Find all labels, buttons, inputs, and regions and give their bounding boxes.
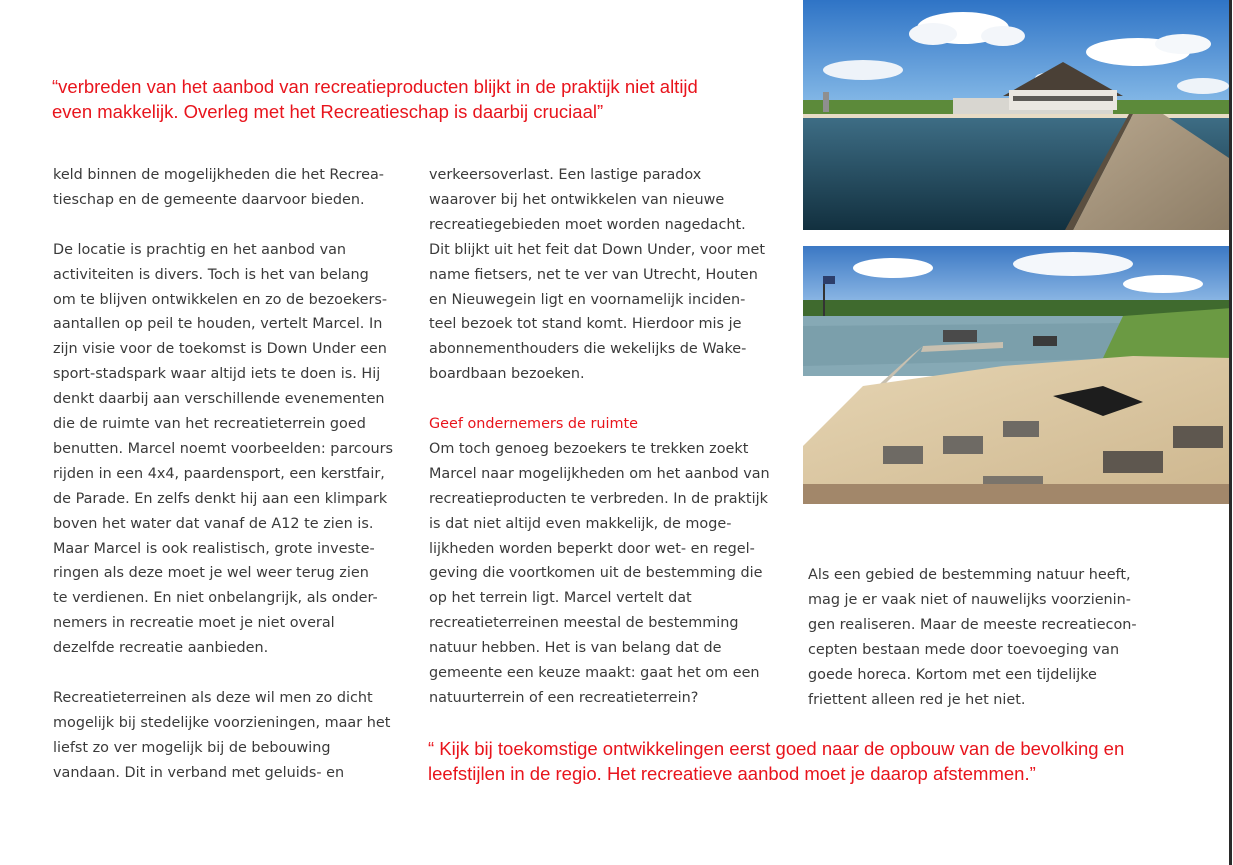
text-line: aantallen op peil te houden, vertelt Marcel. In — [53, 316, 383, 333]
quote-line: “ Kijk bij toekomstige ontwikkelingen eerst goed naar de opbouw van de bevolking en — [428, 738, 1125, 759]
quote-line: even makkelijk. Overleg met het Recreatieschap is daarbij cruciaal” — [52, 101, 604, 122]
text-line: waarover bij het ontwikkelen van nieuwe — [429, 191, 725, 208]
article-column-1 — [53, 163, 393, 786]
text-line: Dit blijkt uit het feit dat Down Under, voor met — [429, 241, 765, 258]
text-line: denkt daarbij aan verschillende evenementen — [53, 391, 385, 408]
text-line: abonnementhouders die wekelijks de Wake- — [429, 341, 747, 358]
text-line: mogelijk bij stedelijke voorzieningen, maar het — [53, 714, 391, 731]
text-line: lijkheden worden beperkt door wet- en regel- — [429, 540, 755, 557]
paragraph — [53, 238, 393, 661]
paragraph — [53, 686, 393, 786]
quote-line: “verbreden van het aanbod van recreatieproducten blijkt in de praktijk niet altijd — [52, 76, 698, 97]
page-edge-divider — [1229, 0, 1232, 865]
text-line: is dat niet altijd even makkelijk, de moge- — [429, 515, 732, 532]
text-line: liefst zo ver mogelijk bij de bebouwing — [53, 739, 331, 756]
text-line: Maar Marcel is ook realistisch, grote investe- — [53, 540, 375, 557]
photo-wakeboard-lake-terrace — [803, 246, 1232, 504]
text-line: benutten. Marcel noemt voorbeelden: parcours — [53, 440, 394, 457]
text-line: ringen als deze moet je wel weer terug zien — [53, 565, 369, 582]
text-line: tieschap en de gemeente daarvoor bieden. — [53, 191, 365, 208]
text-line: dezelfde recreatie aanbieden. — [53, 640, 269, 657]
text-line: keld binnen de mogelijkheden die het Recrea- — [53, 167, 384, 183]
paragraph — [808, 563, 1138, 712]
text-line: verkeersoverlast. Een lastige paradox — [429, 167, 702, 183]
quote-line: leefstijlen in de regio. Het recreatieve aanbod moet je daarop afstemmen.” — [428, 763, 1036, 784]
text-line: op het terrein ligt. Marcel vertelt dat — [429, 590, 692, 607]
text-line: Als een gebied de bestemming natuur heeft, — [808, 567, 1131, 583]
text-line: rijden in een 4x4, paardensport, een kerstfair, — [53, 465, 385, 482]
text-line: De locatie is prachtig en het aanbod van — [53, 241, 347, 258]
text-line: activiteiten is divers. Toch is het van belang — [53, 266, 369, 283]
text-line: natuurterrein of een recreatieterrein? — [429, 690, 699, 707]
paragraph — [53, 163, 393, 213]
text-line: mag je er vaak niet of nauwelijks voorzienin- — [808, 591, 1131, 608]
pull-quote-bottom — [428, 736, 1124, 786]
text-line: recreatiegebieden moet worden nagedacht. — [429, 216, 746, 233]
text-line: nemers in recreatie moet je niet overal — [53, 615, 335, 632]
text-line: natuur hebben. Het is van belang dat de — [429, 640, 722, 657]
article-column-2 — [429, 163, 769, 711]
photo-wakeboard-lake-terrace-image — [803, 246, 1232, 504]
text-line: Marcel naar mogelijkheden om het aanbod van — [429, 465, 770, 482]
text-line: geving die voortkomen uit de bestemming die — [429, 565, 763, 582]
text-line: recreatieterreinen meestal de bestemming — [429, 615, 739, 632]
text-line: die de ruimte van het recreatieterrein goed — [53, 416, 366, 433]
paragraph — [429, 437, 769, 711]
text-line: boardbaan bezoeken. — [429, 366, 585, 383]
text-line: en Nieuwegein ligt en voornamelijk inciden- — [429, 291, 746, 308]
text-line: goede horeca. Kortom met een tijdelijke — [808, 666, 1097, 683]
text-line: vandaan. Dit in verband met geluids- en — [53, 764, 345, 781]
subheading-text: Geef ondernemers de ruimte — [429, 416, 639, 433]
text-line: gemeente een keuze maakt: gaat het om een — [429, 665, 760, 682]
article-column-3 — [808, 563, 1138, 712]
photo-pier-clubhouse-image — [803, 0, 1232, 230]
text-line: teel bezoek tot stand komt. Hierdoor mis je — [429, 316, 742, 333]
text-line: te verdienen. En niet onbelangrijk, als onder- — [53, 590, 378, 607]
text-line: name fietsers, net te ver van Utrecht, Houten — [429, 266, 758, 283]
photo-pier-clubhouse — [803, 0, 1232, 230]
text-line: de Parade. En zelfs denkt hij aan een klimpark — [53, 490, 388, 507]
text-line: recreatieproducten te verbreden. In de praktijk — [429, 490, 768, 507]
section-subheading — [429, 412, 769, 437]
text-line: boven het water dat vanaf de A12 te zien is. — [53, 515, 374, 532]
text-line: cepten bestaan mede door toevoeging van — [808, 641, 1120, 658]
text-line: gen realiseren. Maar de meeste recreatiecon- — [808, 616, 1137, 633]
text-line: Recreatieterreinen als deze wil men zo dicht — [53, 690, 373, 706]
paragraph — [429, 163, 769, 387]
pull-quote-top — [52, 74, 698, 124]
text-line: om te blijven ontwikkelen en zo de bezoekers- — [53, 291, 388, 308]
text-line: friettent alleen red je het niet. — [808, 691, 1026, 708]
text-line: sport-stadspark waar altijd iets te doen is. Hij — [53, 366, 381, 383]
text-line: zijn visie voor de toekomst is Down Under een — [53, 341, 387, 358]
text-line: Om toch genoeg bezoekers te trekken zoekt — [429, 440, 749, 457]
